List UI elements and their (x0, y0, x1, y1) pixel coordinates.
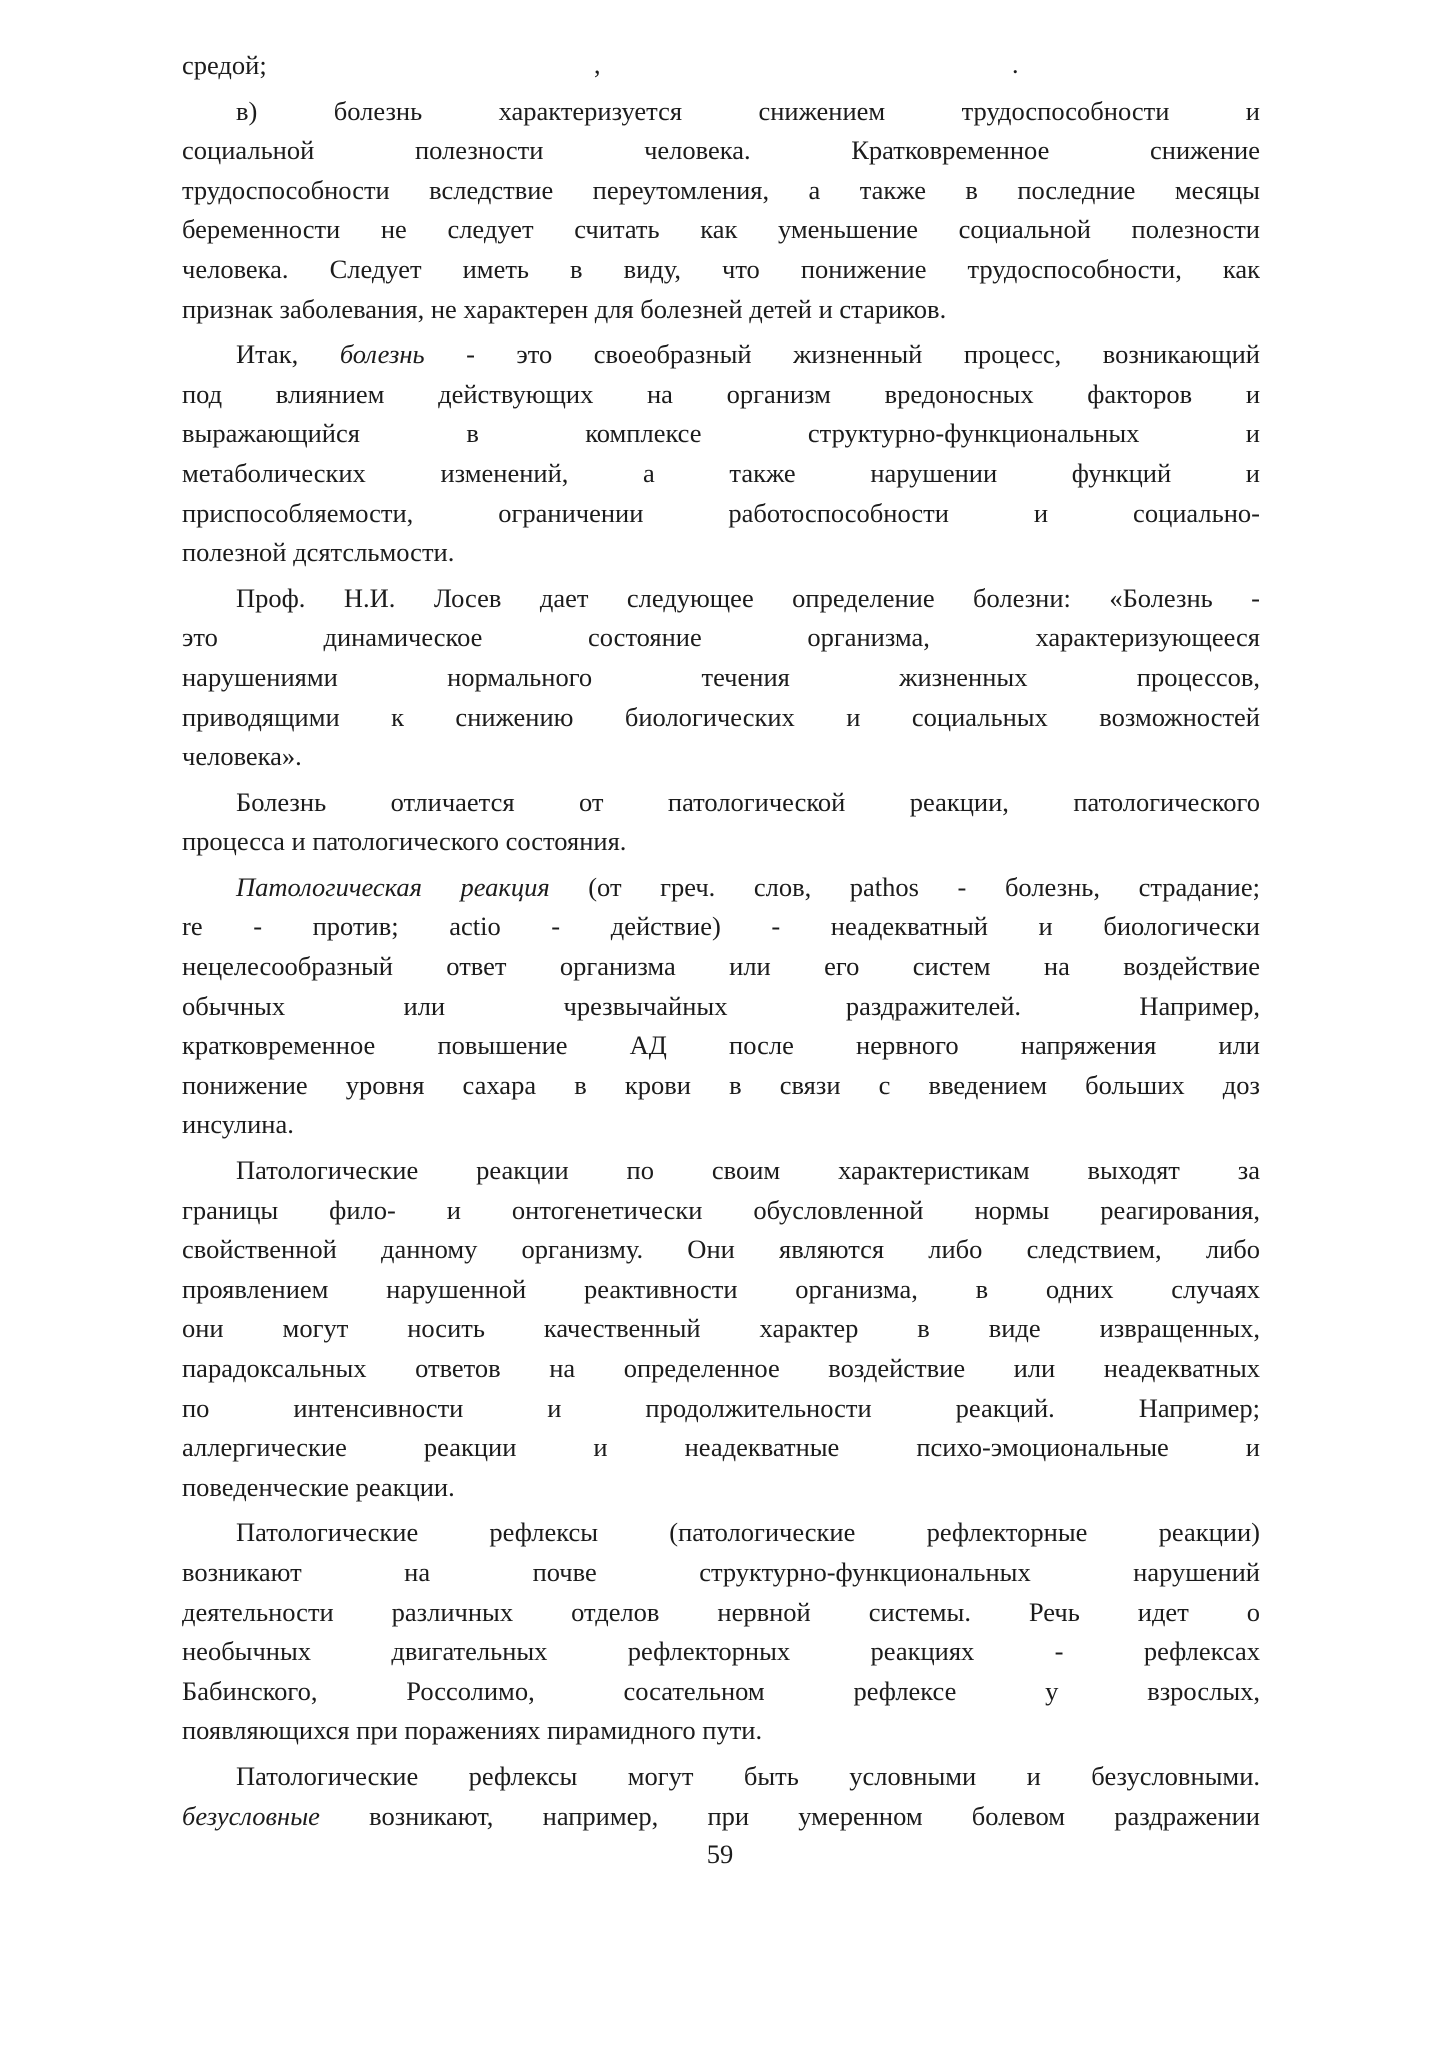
text-run: - это своеобразный жизненный процесс, возникающий (424, 339, 1260, 370)
paragraph (182, 92, 1260, 330)
text-run: возникают на почве структурно-функциональных нарушений (182, 1556, 1260, 1587)
text-line (182, 1632, 1260, 1672)
text-run: понижение уровня сахара в крови в связи с введением больших доз (182, 1069, 1260, 1100)
stray-period-mark: . (1012, 50, 1019, 79)
text-line (182, 414, 1260, 454)
text-run: по интенсивности и продолжительности реакций. Например; (182, 1392, 1260, 1423)
text-line (182, 618, 1260, 658)
text-run: человека. Следует иметь в виду, что понижение трудоспособности, как (182, 253, 1260, 284)
text-line (182, 1797, 1260, 1837)
text-run: трудоспособности вследствие переутомления, а также в последние месяцы (182, 174, 1260, 205)
text-run: Проф. Н.И. Лосев дает следующее определение болезни: «Болезнь - (236, 582, 1260, 613)
text-line (182, 250, 1260, 290)
paragraph (182, 1151, 1260, 1507)
text-run: аллергические реакции и неадекватные психо-эмоциональные и (182, 1432, 1260, 1463)
text-line (182, 1309, 1260, 1349)
text-line (182, 533, 1260, 573)
text-line (182, 1711, 1260, 1751)
text-run: re - против; actio - действие) - неадекватный и биологически (182, 911, 1260, 942)
text-line (182, 1428, 1260, 1468)
paragraph (182, 783, 1260, 862)
text-line (182, 290, 1260, 330)
text-line (182, 1191, 1260, 1231)
text-run: парадоксальных ответов на определенное воздействие или неадекватных (182, 1353, 1260, 1383)
text-run: они могут носить качественный характер в виде извращенных, (182, 1313, 1260, 1344)
text-line (182, 783, 1260, 823)
text-run: Болезнь отличается от патологической реакции, патологического (236, 786, 1260, 817)
paragraph (182, 1757, 1260, 1836)
text-run: нецелесообразный ответ организма или его систем на воздействие (182, 951, 1260, 982)
text-line (182, 335, 1260, 375)
text-line (182, 737, 1260, 777)
text-run: свойственной данному организму. Они являются либо следствием, либо (182, 1234, 1260, 1265)
text-run: нарушениями нормального течения жизненных процессов, (182, 661, 1260, 692)
text-run: Патологические реакции по своим характеристикам выходят за (236, 1155, 1260, 1186)
text-run: в) болезнь характеризуется снижением трудоспособности и (236, 95, 1260, 126)
paragraph (182, 46, 1260, 86)
paragraph (182, 868, 1260, 1145)
text-run: границы фило- и онтогенетически обусловленной нормы реагирования, (182, 1194, 1260, 1225)
text-line (182, 658, 1260, 698)
text-run: кратковременное повышение АД после нервного напряжения или (182, 1030, 1260, 1061)
text-run: полезной дсятсльмости. (182, 537, 455, 568)
stray-comma-mark: , (594, 50, 601, 79)
text-run: Бабинского, Россолимо, сосательном рефлексе у взрослых, (182, 1675, 1260, 1706)
text-run: (от греч. слов, pathos - болезнь, страдание; (549, 871, 1260, 902)
text-line (182, 579, 1260, 619)
text-line (182, 210, 1260, 250)
text-line (182, 1468, 1260, 1508)
text-run: проявлением нарушенной реактивности организма, в одних случаях (182, 1273, 1260, 1304)
italic-term: безусловные (182, 1800, 320, 1831)
text-run: приводящими к снижению биологических и социальных возможностей (182, 701, 1260, 732)
text-line (182, 494, 1260, 534)
paragraph (182, 335, 1260, 573)
text-run: возникают, например, при умеренном болевом раздражении (319, 1800, 1260, 1831)
text-line (182, 1593, 1260, 1633)
text-line (182, 822, 1260, 862)
text-line (182, 698, 1260, 738)
page-number: 59 (706, 1839, 734, 1869)
text-line (182, 1757, 1260, 1797)
text-run: метаболических изменений, а также нарушении функций и (182, 457, 1260, 488)
paragraph (182, 1513, 1260, 1751)
text-line (182, 1513, 1260, 1553)
text-run: поведенческие реакции. (182, 1471, 455, 1502)
text-line (182, 1672, 1260, 1712)
text-run: под влиянием действующих на организм вредоносных факторов и (182, 378, 1260, 409)
text-line (182, 868, 1260, 908)
text-line (182, 46, 1260, 86)
text-line (182, 171, 1260, 211)
text-line (182, 1230, 1260, 1270)
text-run: необычных двигательных рефлекторных реакциях - рефлексах (182, 1636, 1260, 1667)
text-run: обычных или чрезвычайных раздражителей. Например, (182, 990, 1260, 1021)
text-line (182, 92, 1260, 132)
text-line (182, 987, 1260, 1027)
text-run: беременности не следует считать как уменьшение социальной полезности (182, 214, 1260, 245)
text-line (182, 1553, 1260, 1593)
italic-term: Патологическая реакция (236, 871, 550, 902)
text-line (182, 1389, 1260, 1429)
text-line (182, 131, 1260, 171)
text-run: появляющихся при поражениях пирамидного пути. (182, 1715, 763, 1746)
text-run: приспособляемости, ограничении работоспособности и социально- (182, 497, 1260, 528)
text-line (182, 907, 1260, 947)
text-run: социальной полезности человека. Кратковременное снижение (182, 135, 1260, 166)
text-line (182, 454, 1260, 494)
italic-term: болезнь (339, 339, 425, 370)
text-run: Итак, (236, 339, 340, 370)
text-line (182, 1270, 1260, 1310)
text-run: средой; (182, 50, 267, 80)
text-line (182, 1026, 1260, 1066)
text-run: человека». (182, 741, 302, 772)
text-run: инсулина. (182, 1109, 294, 1140)
text-line (182, 947, 1260, 987)
text-run: выражающийся в комплексе структурно-функциональных и (182, 418, 1260, 449)
text-line (182, 1066, 1260, 1106)
text-run: признак заболевания, не характерен для болезней детей и стариков. (182, 293, 947, 324)
text-line (182, 1105, 1260, 1145)
paragraph (182, 579, 1260, 777)
document-page (182, 46, 1260, 1836)
text-run: процесса и патологического состояния. (182, 826, 627, 857)
text-line (182, 375, 1260, 415)
text-run: Патологические рефлексы могут быть условными и безусловными. (236, 1760, 1260, 1791)
text-line (182, 1151, 1260, 1191)
text-run: деятельности различных отделов нервной системы. Речь идет о (182, 1596, 1260, 1627)
text-run: это динамическое состояние организма, характеризующееся (182, 622, 1260, 653)
text-run: Патологические рефлексы (патологические рефлекторные реакции) (236, 1517, 1260, 1548)
text-line (182, 1349, 1260, 1389)
